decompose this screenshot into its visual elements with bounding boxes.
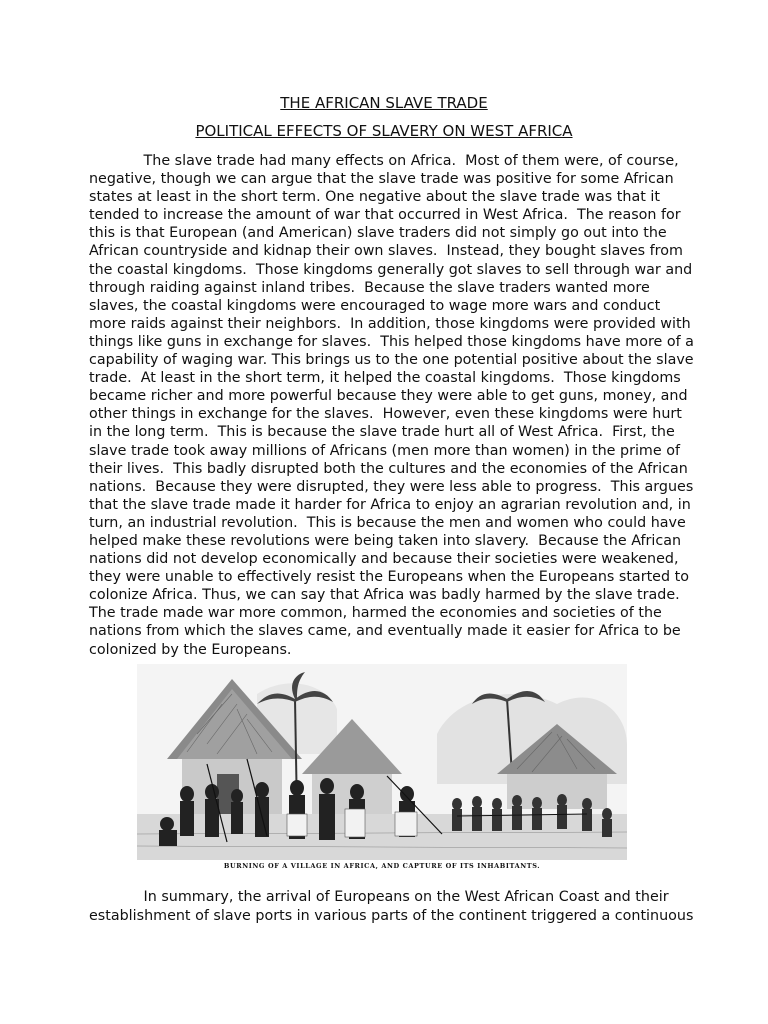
body-line: that the slave trade made it harder for Africa to enjoy an agrarian revolution and, in	[89, 496, 691, 513]
body-line: slave trade took away millions of Africans (men more than women) in the prime of	[89, 442, 680, 459]
document-title: THE AFRICAN SLAVE TRADE	[280, 94, 488, 112]
body-line: they were unable to effectively resist the Europeans when the Europeans started to	[89, 569, 689, 586]
body-paragraph	[89, 152, 694, 659]
summary-line: establishment of slave ports in various parts of the continent triggered a continuous	[89, 908, 694, 924]
body-line: negative, though we can argue that the slave trade was positive for some African	[89, 171, 674, 188]
body-line: the coastal kingdoms. Those kingdoms generally got slaves to sell through war and	[89, 261, 693, 278]
summary-line: In summary, the arrival of Europeans on the West African Coast and their	[89, 889, 669, 905]
body-line: other things in exchange for the slaves. However, even these kingdoms were hurt	[89, 406, 682, 423]
body-line: nations from which the slaves came, and eventually made it easier for Africa to be	[89, 623, 681, 640]
body-line: their lives. This badly disrupted both the cultures and the economies of the African	[89, 460, 688, 477]
body-line: more raids against their neighbors. In addition, those kingdoms were provided with	[89, 315, 691, 332]
body-line: turn, an industrial revolution. This is because the men and women who could have	[89, 514, 686, 531]
body-line: capability of waging war. This brings us to the one potential positive about the slave	[89, 352, 694, 369]
body-line: trade. At least in the short term, it helped the coastal kingdoms. Those kingdoms	[89, 370, 681, 387]
body-line: nations. Because they were disrupted, they were less able to progress. This argues	[89, 478, 694, 495]
body-line: The trade made war more common, harmed the economies and societies of the	[89, 605, 662, 622]
body-line: nations did not develop economically and because their societies were weakened,	[89, 551, 679, 568]
body-line: The slave trade had many effects on Africa. Most of them were, of course,	[89, 153, 679, 169]
body-line: colonized by the Europeans.	[89, 641, 292, 658]
body-line: in the long term. This is because the slave trade hurt all of West Africa. First, the	[89, 424, 675, 441]
body-line: helped make these revolutions were being taken into slavery. Because the African	[89, 532, 682, 549]
body-line: through raiding against inland tribes. Because the slave traders wanted more	[89, 279, 650, 296]
document-subtitle: POLITICAL EFFECTS OF SLAVERY ON WEST AFRICA	[195, 122, 573, 140]
figure-caption: BURNING OF A VILLAGE IN AFRICA, AND CAPTURE OF ITS INHABITANTS.	[223, 862, 541, 870]
body-line: this is that European (and American) slave traders did not simply go out into the	[89, 225, 667, 242]
village-engraving-illustration	[137, 664, 627, 860]
engraving-figure	[137, 664, 627, 876]
body-line: became richer and more powerful because they were able to get guns, money, and	[89, 388, 688, 405]
body-line: states at least in the short term. One negative about the slave trade was that it	[89, 189, 660, 206]
body-line: colonize Africa. Thus, we can say that Africa was badly harmed by the slave trade.	[89, 587, 680, 604]
body-line: African countryside and kidnap their own slaves. Instead, they bought slaves from	[89, 243, 683, 260]
body-line: tended to increase the amount of war that occurred in West Africa. The reason for	[89, 207, 681, 224]
body-line: slaves, the coastal kingdoms were encouraged to wage more wars and conduct	[89, 297, 661, 314]
summary-paragraph	[89, 888, 694, 926]
body-line: things like guns in exchange for slaves. This helped those kingdoms have more of a	[89, 333, 694, 350]
